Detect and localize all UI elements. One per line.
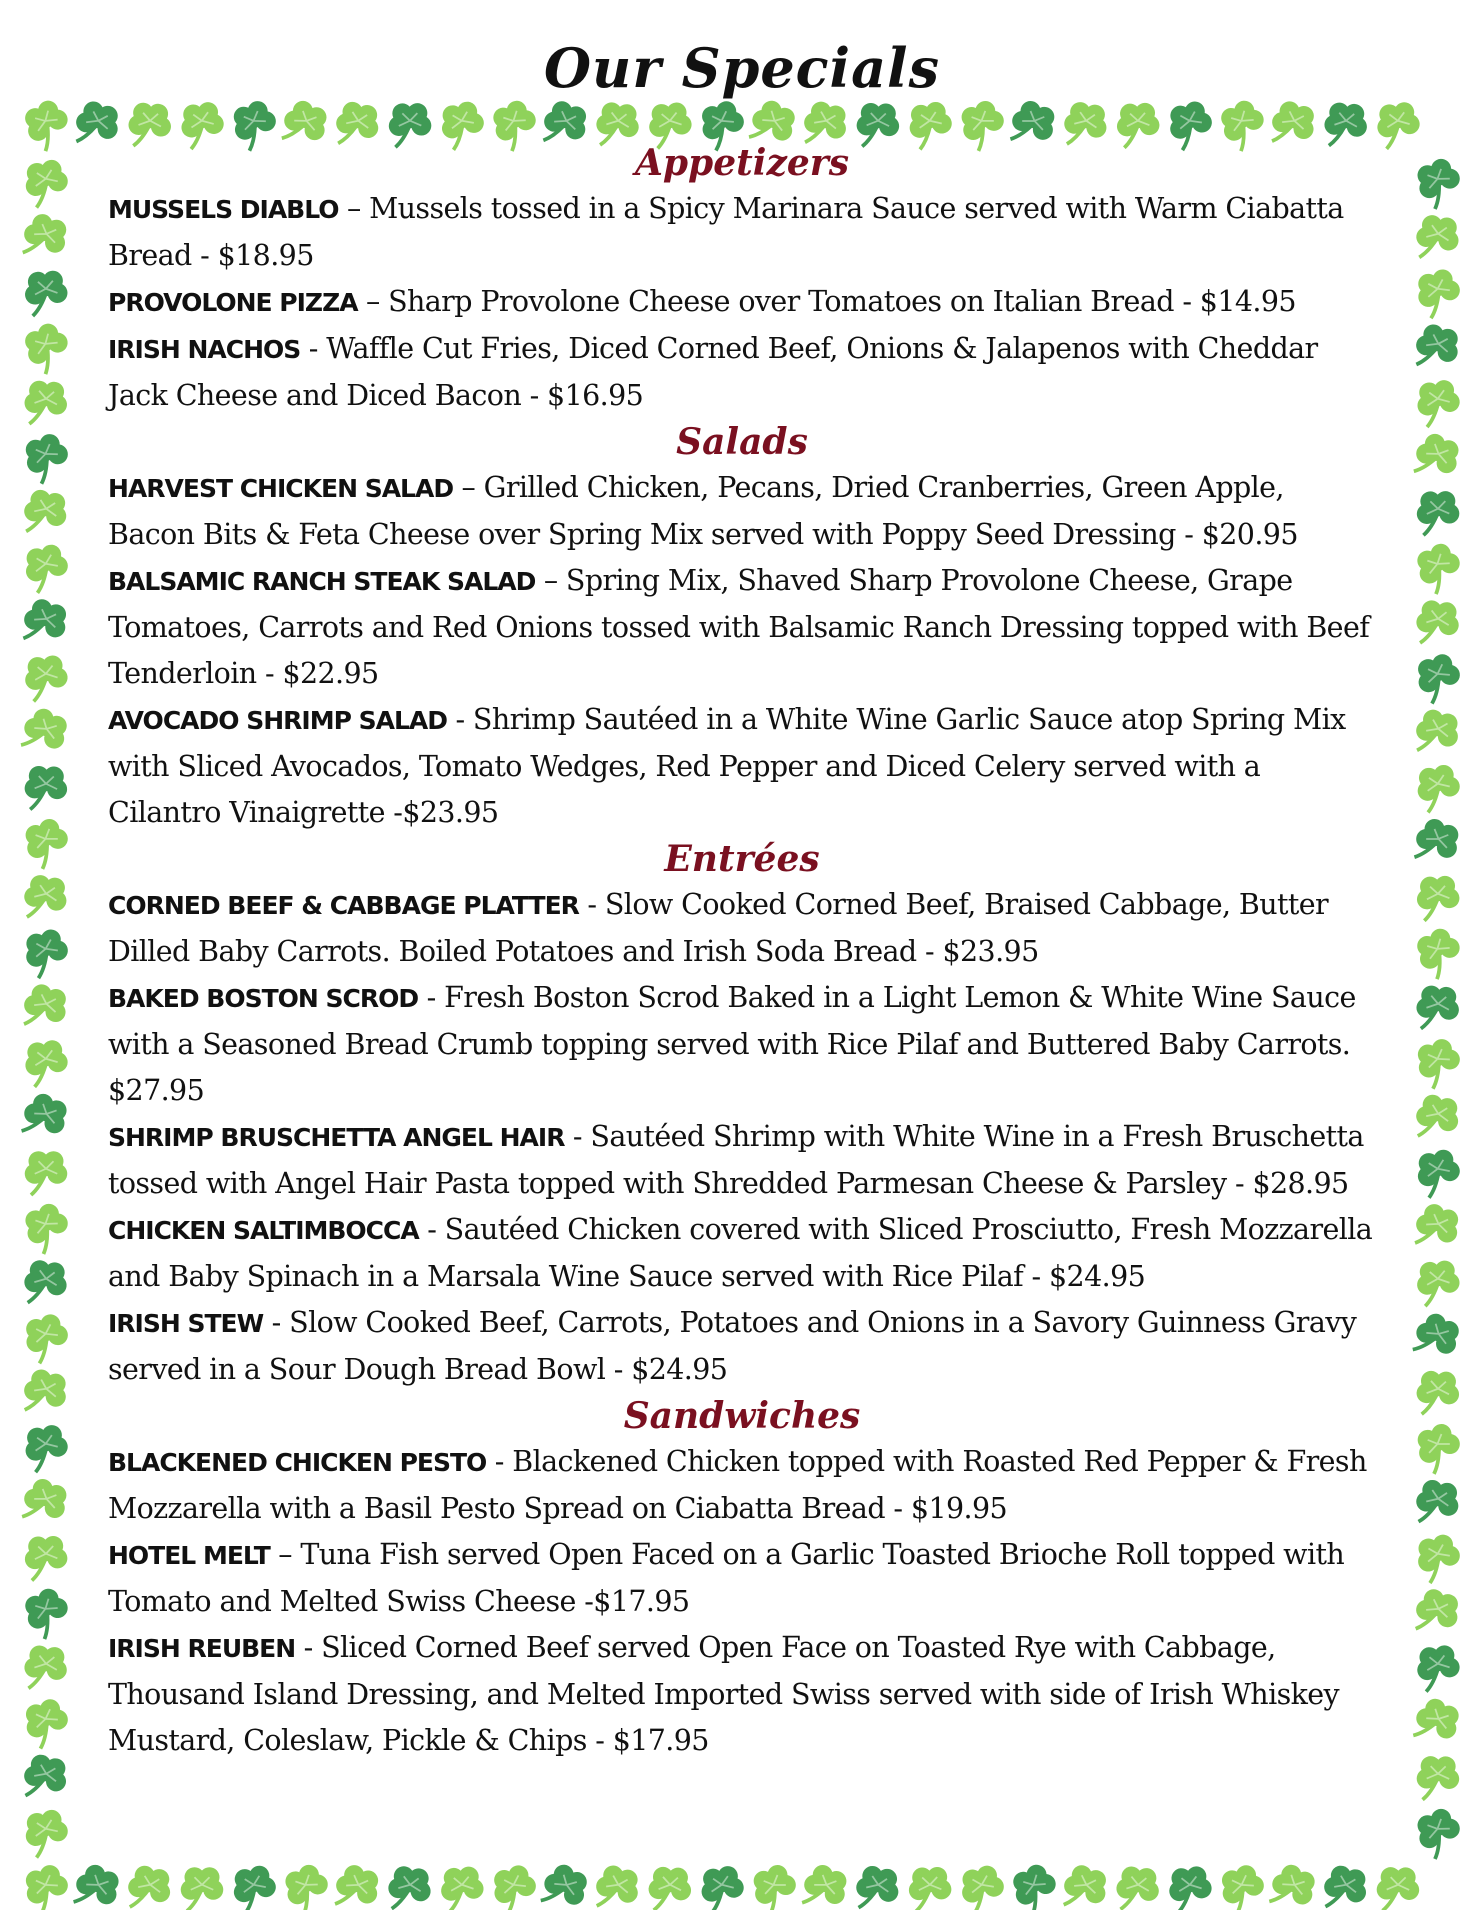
menu-item <box>108 882 1376 975</box>
menu-item-name: HARVEST CHICKEN SALAD <box>108 474 454 503</box>
shamrock-icon <box>279 1860 336 1910</box>
menu-item-name: PROVOLONE PIZZA <box>108 288 358 317</box>
shamrock-icon <box>1408 429 1464 487</box>
shamrock-icon <box>1413 1531 1464 1584</box>
shamrock-icon <box>21 1807 72 1859</box>
shamrock-icon <box>1414 599 1462 648</box>
shamrock-icon <box>1412 1092 1463 1144</box>
shamrock-icon <box>20 595 72 651</box>
menu-item-description: - Waffle Cut Fries, Diced Corned Beef, Onions & Jalapenos with Cheddar Jack Cheese and Diced Bacon - $16.95 <box>108 332 1318 412</box>
shamrock-icon <box>535 1859 593 1910</box>
shamrock-icon <box>23 270 68 317</box>
shamrock-icon <box>1408 1694 1464 1752</box>
shamrock-icon <box>22 1644 69 1692</box>
menu-item-description: – Spring Mix, Shaved Sharp Provolone Cheese, Grape Tomatoes, Carrots and Red Onions tossed with Balsamic Ranch Dressing topped with Beef Tenderloin - $22.95 <box>108 564 1370 690</box>
menu-item-name: IRISH REUBEN <box>108 1634 296 1663</box>
menu-item-name: MUSSELS DIABLO <box>108 195 339 224</box>
shamrock-icon <box>20 1861 75 1910</box>
shamrock-icon <box>24 1536 68 1581</box>
shamrock-icon <box>1374 100 1422 149</box>
shamrock-icon <box>1413 213 1462 263</box>
menu-item <box>108 1625 1376 1764</box>
menu-item-name: BALSAMIC RANCH STEAK SALAD <box>108 567 536 596</box>
shamrock-icon <box>20 1695 75 1751</box>
shamrock-icon <box>1416 1756 1459 1800</box>
shamrock-icon <box>796 1860 853 1910</box>
menu-item-description: – Sharp Provolone Cheese over Tomatoes on Italian Bread - $14.95 <box>357 285 1296 318</box>
shamrock-icon <box>957 1862 1009 1910</box>
shamrock-icon <box>1414 378 1463 428</box>
menu-item <box>108 1114 1376 1207</box>
shamrock-icon <box>1415 1259 1461 1306</box>
menu-item-name: CORNED BEEF & CABBAGE PLATTER <box>108 891 579 920</box>
menu-item <box>108 1532 1376 1625</box>
shamrock-icon <box>21 542 73 595</box>
shamrock-icon <box>20 981 72 1036</box>
shamrock-icon <box>1411 1419 1464 1476</box>
shamrock-icon <box>439 1865 485 1910</box>
shamrock-icon <box>20 814 76 871</box>
shamrock-icon <box>1167 1865 1215 1910</box>
shamrock-icon <box>1264 1860 1322 1910</box>
shamrock-icon <box>20 1089 73 1147</box>
section-heading: Salads <box>676 421 808 463</box>
menu-item-description: - Sautéed Chicken covered with Sliced Prosciutto, Fresh Mozzarella and Baby Spinach in a Marsala Wine Sauce served with Rice Pilaf - $24.95 <box>108 1213 1373 1293</box>
shamrock-icon <box>20 1199 76 1257</box>
menu-item-description: – Tuna Fish served Open Faced on a Garlic Toasted Brioche Roll topped with Tomato and Melted Swiss Cheese -$17.95 <box>108 1538 1345 1618</box>
shamrock-icon <box>20 703 74 762</box>
menu-item <box>108 1300 1376 1393</box>
shamrock-icon <box>698 1864 747 1910</box>
shamrock-icon <box>20 100 77 154</box>
shamrock-icon <box>1409 1200 1464 1256</box>
shamrock-icon <box>229 1863 280 1910</box>
shamrock-icon <box>1410 1585 1464 1640</box>
shamrock-icon <box>1416 491 1459 535</box>
menu-section <box>108 1393 1376 1764</box>
shamrock-icon <box>852 1864 902 1910</box>
shamrock-icon <box>68 1860 125 1910</box>
page-title: Our Specials <box>544 36 940 100</box>
shamrock-icon <box>1006 1859 1064 1910</box>
shamrock-icon <box>25 1151 68 1195</box>
menu-item-description: – Mussels tossed in a Spicy Marinara Sauce served with Warm Ciabatta Bread - $18.95 <box>108 192 1344 272</box>
shamrock-icon <box>22 1423 71 1473</box>
shamrock-icon <box>1114 1865 1161 1910</box>
menu-item-description: - Sliced Corned Beef served Open Face on Toasted Rye with Cabbage, Thousand Island Dressing, and Melted Imported Swiss served with side of Irish Whiskey Mustard, Coleslaw, Pickle & Chips - $17.95 <box>108 1631 1340 1757</box>
shamrock-icon <box>1416 875 1461 921</box>
shamrock-icon <box>20 318 77 377</box>
menu-item-name: CHICKEN SALTIMBOCCA <box>108 1216 419 1245</box>
menu-section <box>108 836 1376 1393</box>
shamrock-icon <box>181 1867 224 1910</box>
shamrock-icon <box>1216 1861 1271 1910</box>
shamrock-icon <box>747 1860 803 1910</box>
menu-item-description: - Shrimp Sautéed in a White Wine Garlic Sauce atop Spring Mix with Sliced Avocados, Tomato Wedges, Red Pepper and Diced Celery served with a Cilantro Vinaigrette -$23.95 <box>108 703 1346 829</box>
shamrock-icon <box>1411 1035 1464 1091</box>
menu-item <box>108 279 1376 326</box>
shamrock-icon <box>1414 763 1464 814</box>
shamrock-icon <box>1409 814 1464 871</box>
menu-content <box>108 140 1376 1764</box>
menu-item-name: AVOCADO SHRIMP SALAD <box>108 706 447 735</box>
section-heading: Appetizers <box>634 142 850 184</box>
shamrock-icon <box>20 1311 74 1366</box>
shamrock-icon <box>20 1474 73 1531</box>
shamrock-icon <box>20 1366 72 1420</box>
shamrock-icon <box>1410 321 1463 375</box>
shamrock-icon <box>20 487 71 539</box>
menu-item <box>108 975 1376 1114</box>
menu-item <box>108 326 1376 419</box>
shamrock-icon <box>1415 984 1461 1031</box>
shamrock-icon <box>1412 650 1464 705</box>
shamrock-icon <box>1411 154 1464 212</box>
menu-item <box>108 697 1376 836</box>
menu-item <box>108 186 1376 279</box>
shamrock-icon <box>20 1583 76 1642</box>
shamrock-icon <box>1412 1478 1462 1529</box>
menu-item <box>108 465 1376 558</box>
menu-item-description: - Slow Cooked Corned Beef, Braised Cabbage, Butter Dilled Baby Carrots. Boiled Potatoes and Irish Soda Bread - $23.95 <box>108 888 1329 968</box>
shamrock-icon <box>21 873 70 923</box>
menu-section <box>108 140 1376 419</box>
menu-item-name: SHRIMP BRUSCHETTA ANGEL HAIR <box>108 1123 565 1152</box>
shamrock-icon <box>1412 266 1464 320</box>
shamrock-icon <box>1058 1861 1112 1910</box>
section-heading: Sandwiches <box>623 1395 861 1437</box>
shamrock-icon <box>20 1752 71 1805</box>
shamrock-icon <box>124 1863 175 1910</box>
shamrock-icon <box>23 380 68 427</box>
shamrock-icon <box>385 1864 433 1910</box>
shamrock-icon <box>20 430 75 486</box>
section-heading: Entrées <box>664 838 820 880</box>
menu-item-description: - Fresh Boston Scrod Baked in a Light Lemon & White Wine Sauce with a Seasoned Bread Crumb topping served with Rice Pilaf and Buttered Baby Carrots. $27.95 <box>108 981 1356 1107</box>
shamrock-icon <box>1376 1867 1419 1910</box>
menu-item-name: IRISH NACHOS <box>108 335 301 364</box>
shamrock-icon <box>20 210 73 266</box>
menu-item-name: HOTEL MELT <box>108 1541 270 1570</box>
shamrock-icon <box>20 926 73 980</box>
shamrock-icon <box>21 157 72 209</box>
shamrock-icon <box>488 1862 542 1910</box>
shamrock-icon <box>21 1258 69 1307</box>
menu-section <box>108 419 1376 836</box>
menu-item <box>108 558 1376 697</box>
shamrock-icon <box>908 1867 952 1910</box>
menu-item-description: – Grilled Chicken, Pecans, Dried Cranberries, Green Apple, Bacon Bits & Feta Cheese over Spring Mix served with Poppy Seed Dressing - $20.95 <box>108 471 1298 551</box>
shamrock-icon <box>1319 1863 1371 1910</box>
menu-item <box>108 1439 1376 1532</box>
shamrock-icon <box>591 1862 644 1910</box>
shamrock-icon <box>1410 923 1464 982</box>
shamrock-icon <box>22 1038 70 1087</box>
shamrock-icon <box>1415 1370 1460 1416</box>
shamrock-icon <box>1411 539 1464 597</box>
menu-item-name: BLACKENED CHICKEN PESTO <box>108 1448 487 1477</box>
shamrock-icon <box>329 1861 384 1910</box>
shamrock-icon <box>1407 1308 1464 1367</box>
shamrock-icon <box>1413 1147 1464 1199</box>
shamrock-icon <box>1411 1804 1464 1862</box>
menu-item <box>108 1207 1376 1300</box>
shamrock-icon <box>24 766 68 811</box>
menu-item-description: - Slow Cooked Beef, Carrots, Potatoes and Onions in a Savory Guinness Gravy served in a Sour Dough Bread Bowl - $24.95 <box>108 1306 1357 1386</box>
shamrock-icon <box>23 654 70 702</box>
shamrock-icon <box>1411 706 1463 759</box>
menu-item-description: - Sautéed Shrimp with White Wine in a Fresh Bruschetta tossed with Angel Hair Pasta topped with Shredded Parmesan Cheese & Parsley - $28.95 <box>108 1120 1364 1200</box>
shamrock-icon <box>1415 1644 1463 1693</box>
shamrock-icon <box>647 1866 692 1910</box>
menu-item-name: BAKED BOSTON SCROD <box>108 984 419 1013</box>
menu-item-name: IRISH STEW <box>108 1309 264 1338</box>
menu-item-description: - Blackened Chicken topped with Roasted Red Pepper & Fresh Mozzarella with a Basil Pesto Spread on Ciabatta Bread - $19.95 <box>108 1445 1367 1525</box>
